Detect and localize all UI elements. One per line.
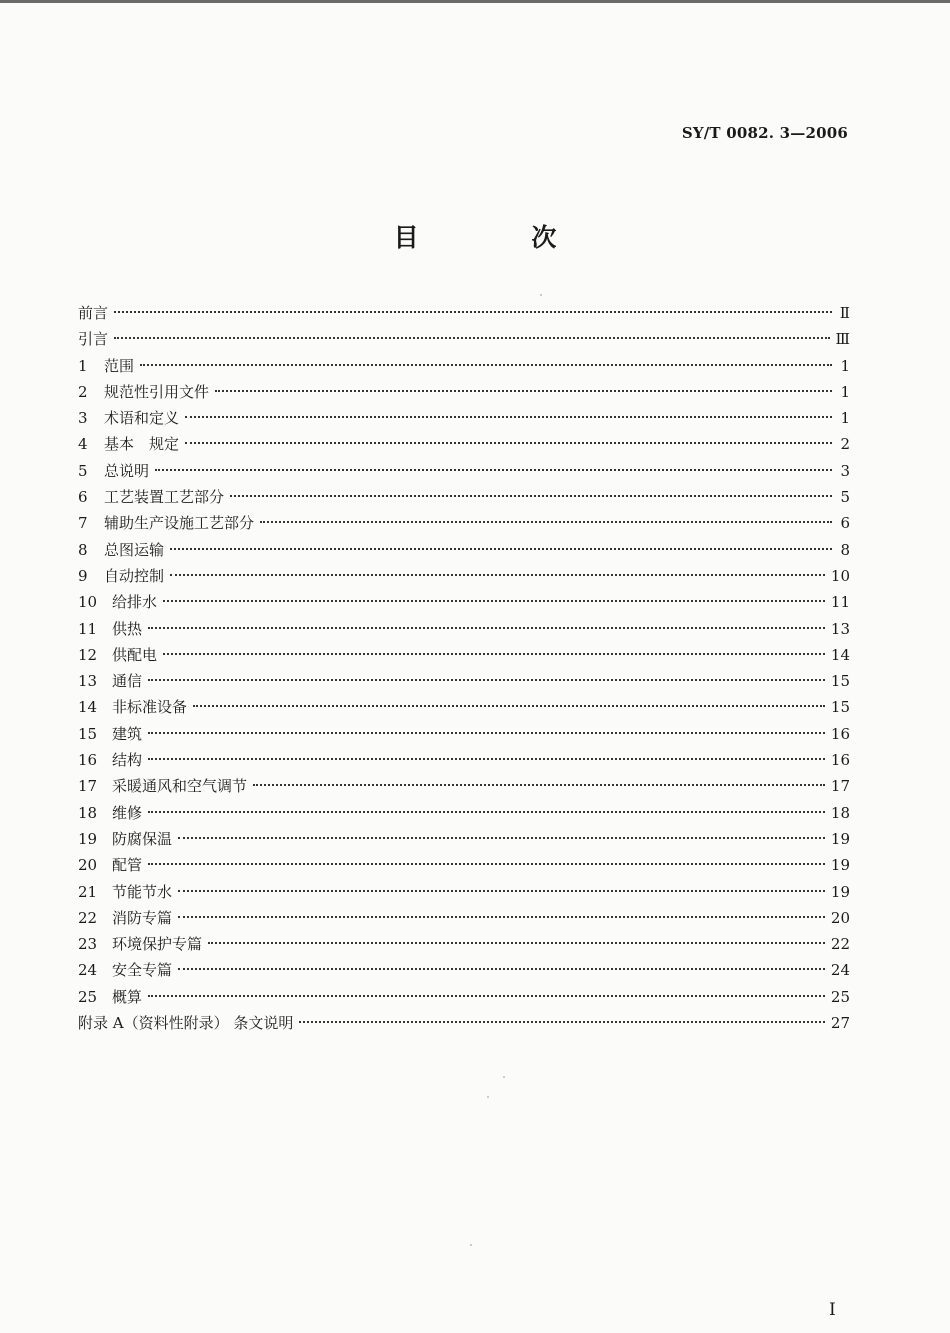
toc-entry-number: 25 [78,987,98,1006]
dot-leader [114,311,832,313]
toc-entry [78,1010,850,1036]
toc-entry-page: 13 [830,619,850,638]
dot-leader [230,495,832,497]
toc-entry-page: 6 [840,514,850,533]
toc-entry-number: 18 [78,803,98,822]
dot-leader [178,916,825,918]
dot-leader [163,600,825,602]
toc-entry-number: 21 [78,882,98,901]
dot-leader [148,995,825,997]
toc-entry-title: 环境保护专篇 [112,935,203,954]
scan-speck [470,1244,472,1246]
toc-entry-page: 15 [830,672,850,691]
toc-entry-number: 22 [78,908,98,927]
toc-entry-page: 8 [840,540,850,559]
toc-entry-number: 13 [78,672,98,691]
toc-entry [78,537,850,563]
toc-title: 目 次 [393,223,609,252]
toc-entry [78,458,850,484]
page-folio: I [829,1300,836,1320]
toc-entry [78,879,850,905]
toc-entry-number: 17 [78,777,98,796]
dot-leader [148,627,825,629]
toc-entry [78,826,850,852]
standard-number: SY/T 0082. 3—2006 [681,124,848,142]
toc-entry [78,405,850,431]
toc-entry-number: 4 [78,435,88,454]
toc-entry [78,431,850,457]
toc-entry-title: 建筑 [112,724,143,743]
toc-entry-page: 19 [830,829,850,848]
toc-entry-title: 安全专篇 [112,961,173,980]
toc-entry-title: 非标准设备 [112,698,188,717]
dot-leader [185,442,832,444]
toc-entry-title: 工艺装置工艺部分 [104,488,225,507]
toc-entry [78,326,850,352]
toc-entry-page: Ⅲ [835,330,850,349]
toc-entry-page: 10 [830,566,850,585]
dot-leader [148,758,825,760]
toc-entry-title: 辅助生产设施工艺部分 [104,514,255,533]
toc-entry-page: 25 [830,987,850,1006]
toc-entry-page: 11 [830,593,850,612]
toc-entry-title: 供配电 [112,645,158,664]
toc-entry-title: 规范性引用文件 [104,382,210,401]
toc-entry-title: 总说明 [104,461,150,480]
toc-entry [78,616,850,642]
scan-speck [503,1076,505,1078]
toc-entry [78,379,850,405]
toc-entry-title: 术语和定义 [104,409,180,428]
scan-speck [487,1096,489,1098]
toc-entry-title: 引言 [78,330,109,349]
top-rule [0,0,950,3]
dot-leader [178,968,825,970]
toc-entry-page: 19 [830,882,850,901]
dot-leader [170,548,832,550]
toc-entry-title: 配管 [112,856,143,875]
toc-entry [78,668,850,694]
scan-speck [540,294,542,296]
toc-entry-page: 1 [840,356,850,375]
toc-entry-number: 5 [78,461,88,480]
toc-entry-number: 11 [78,619,98,638]
toc-entry-title: 消防专篇 [112,908,173,927]
toc-entry [78,957,850,983]
toc-entry-title: 通信 [112,672,143,691]
dot-leader [260,521,832,523]
dot-leader [114,337,830,339]
dot-leader [148,811,825,813]
toc-entry-title: 结构 [112,751,143,770]
dot-leader [170,574,825,576]
toc-entry [78,642,850,668]
toc-entry-page: 14 [830,645,850,664]
toc-entry-number: 7 [78,514,88,533]
toc-entry-page: 1 [840,382,850,401]
toc-entry-title: 采暖通风和空气调节 [112,777,248,796]
toc-entry-number: 9 [78,566,88,585]
toc-entry-page: 17 [830,777,850,796]
toc-list [78,300,850,1036]
toc-entry-number: 15 [78,724,98,743]
dot-leader [178,837,825,839]
dot-leader [185,416,832,418]
toc-entry-number: 1 [78,356,88,375]
toc-entry [78,353,850,379]
toc-entry [78,905,850,931]
toc-entry-page: 5 [840,488,850,507]
toc-entry-page: 2 [840,435,850,454]
toc-entry-page: 20 [830,908,850,927]
toc-entry-number: 16 [78,751,98,770]
toc-entry-number: 23 [78,935,98,954]
toc-entry-number: 14 [78,698,98,717]
toc-entry-number: 20 [78,856,98,875]
dot-leader [193,705,825,707]
dot-leader [178,890,825,892]
toc-entry-number: 6 [78,488,88,507]
dot-leader [155,469,832,471]
toc-entry-number: 19 [78,829,98,848]
toc-entry-page: 22 [830,935,850,954]
toc-entry-page: 19 [830,856,850,875]
toc-entry-page: 15 [830,698,850,717]
toc-entry [78,484,850,510]
toc-entry [78,510,850,536]
toc-entry [78,563,850,589]
toc-entry-title: 供热 [112,619,143,638]
dot-leader [140,364,832,366]
toc-entry-title: 概算 [112,987,143,1006]
toc-entry-page: 27 [830,1014,850,1033]
toc-entry [78,694,850,720]
toc-entry [78,773,850,799]
toc-entry [78,931,850,957]
toc-entry-page: 16 [830,751,850,770]
toc-entry [78,300,850,326]
toc-entry [78,852,850,878]
toc-entry-title: 防腐保温 [112,829,173,848]
dot-leader [299,1021,825,1023]
toc-entry [78,984,850,1010]
toc-entry-title: 范围 [104,356,135,375]
toc-entry-page: 3 [840,461,850,480]
toc-entry-number: 3 [78,409,88,428]
toc-entry-page: 24 [830,961,850,980]
toc-entry [78,747,850,773]
toc-entry-title: 自动控制 [104,566,165,585]
toc-entry [78,800,850,826]
toc-entry [78,721,850,747]
toc-entry-number: 12 [78,645,98,664]
toc-entry-title: 给排水 [112,593,158,612]
toc-entry-title: 附录 A（资料性附录） 条文说明 [78,1014,294,1033]
toc-entry-number: 2 [78,382,88,401]
toc-entry-title: 总图运输 [104,540,165,559]
toc-entry-number: 10 [78,593,98,612]
dot-leader [148,679,825,681]
dot-leader [208,942,825,944]
toc-entry-page: 16 [830,724,850,743]
toc-entry [78,589,850,615]
dot-leader [215,390,832,392]
dot-leader [163,653,825,655]
toc-entry-page: 18 [830,803,850,822]
toc-entry-page: 1 [840,409,850,428]
toc-entry-title: 维修 [112,803,143,822]
toc-entry-title: 基本 规定 [104,435,180,454]
toc-entry-number: 24 [78,961,98,980]
dot-leader [253,784,825,786]
toc-entry-page: Ⅱ [839,304,850,322]
dot-leader [148,863,825,865]
toc-entry-title: 节能节水 [112,882,173,901]
toc-entry-number: 8 [78,540,88,559]
dot-leader [148,732,825,734]
toc-entry-title: 前言 [78,304,109,322]
